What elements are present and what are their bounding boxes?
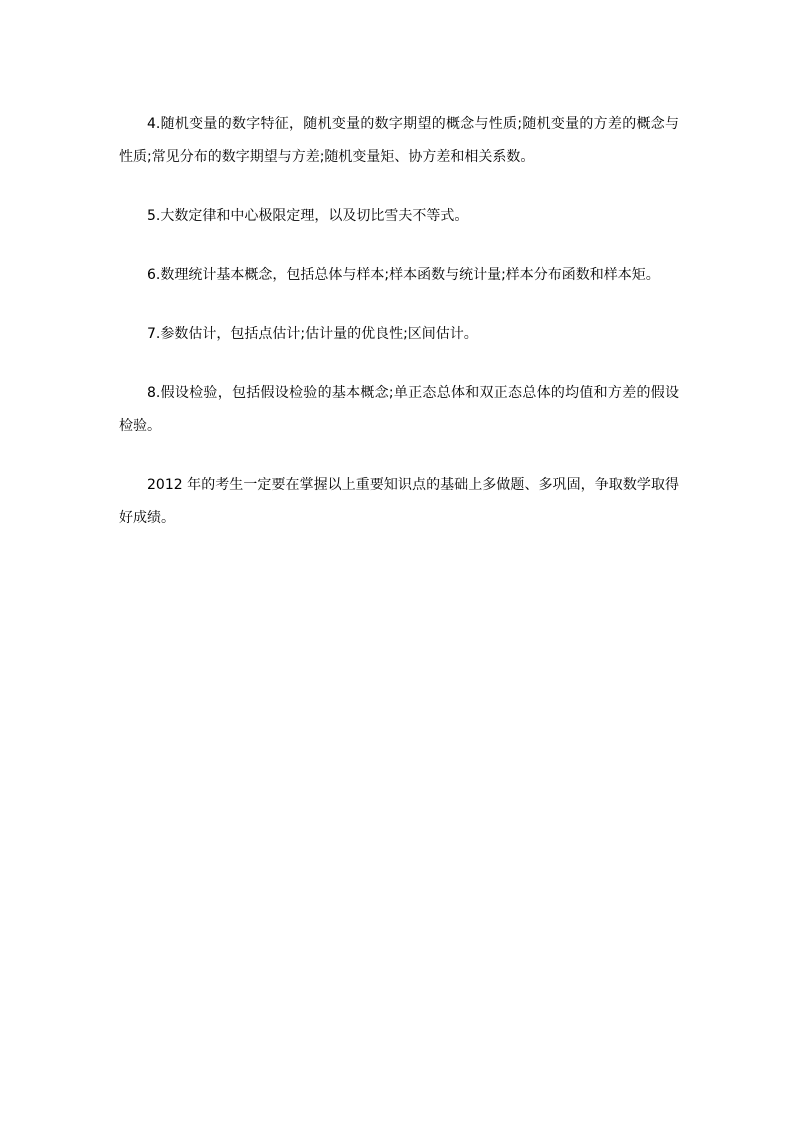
document-body: [119, 108, 679, 561]
paragraph-item-6: 6.数理统计基本概念，包括总体与样本;样本函数与统计量;样本分布函数和样本矩。: [147, 267, 660, 283]
paragraph-item-7: 7.参数估计，包括点估计;估计量的优良性;区间估计。: [147, 326, 478, 342]
paragraph-item-4: 4.随机变量的数字特征，随机变量的数字期望的概念与性质;随机变量的方差的概念与性质;常见分布的数字期望与方差;随机变量矩、协方差和相关系数。: [119, 116, 679, 165]
paragraph-item-8: 8.假设检验，包括假设检验的基本概念;单正态总体和双正态总体的均值和方差的假设检验。: [119, 385, 679, 434]
paragraph-conclusion: 2012 年的考生一定要在掌握以上重要知识点的基础上多做题、多巩固，争取数学取得好成绩。: [119, 477, 679, 526]
paragraph-item-5: 5.大数定律和中心极限定理，以及切比雪夫不等式。: [147, 208, 469, 224]
